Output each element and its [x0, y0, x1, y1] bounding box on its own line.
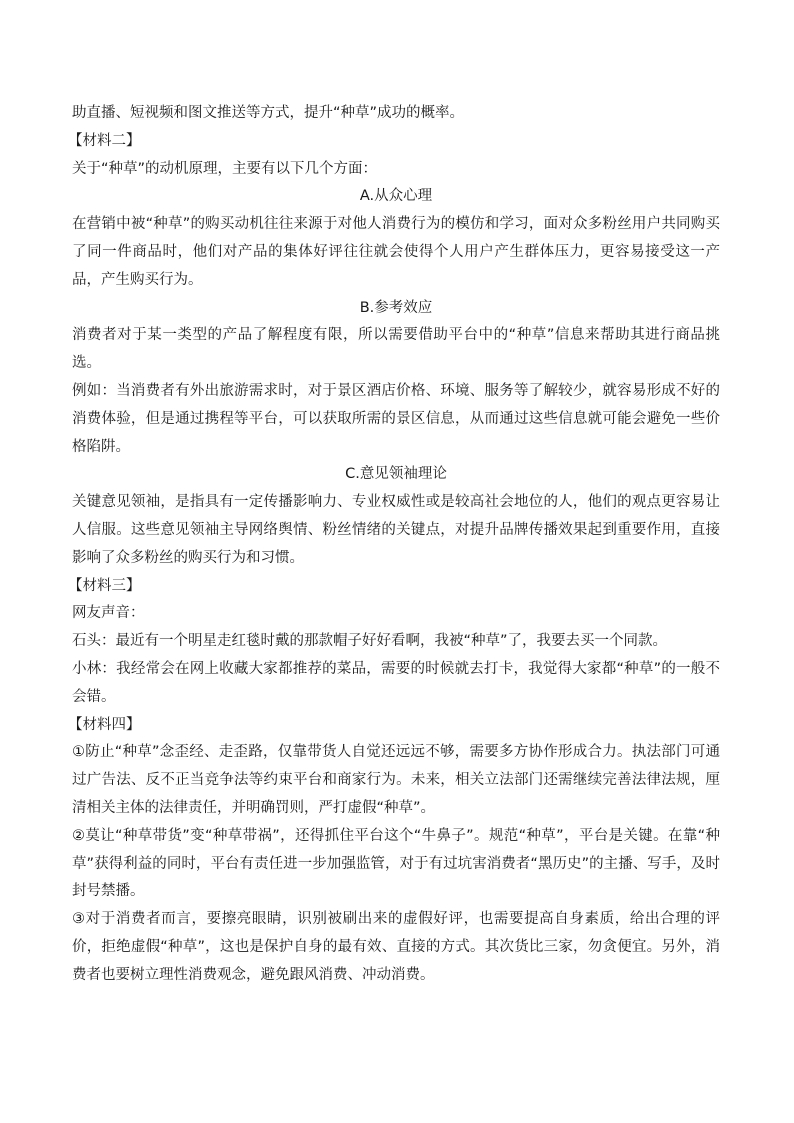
- material-four-paragraph-1: ①防止“种草”念歪经、走歪路，仅靠带货人自觉还远远不够，需要多方协作形成合力。执法部门可通过广告法、反不正当竞争法等约束平台和商家行为。未来，相关立法部门还需继续完善法律法规，厘清相关主体的法律责任，并明确罚则，严打虚假“种草”。: [72, 744, 720, 816]
- document-page: [68, 100, 720, 990]
- section-b-title: B.参考效应: [359, 299, 433, 316]
- section-c-title: C.意见领袖理论: [345, 466, 447, 483]
- section-b-paragraph-2: 例如：当消费者有外出旅游需求时，对于景区酒店价格、环境、服务等了解较少，就容易形成不好的消费体验，但是通过携程等平台，可以获取所需的景区信息，从而通过这些信息就可能会避免一些价格陷阱。: [72, 382, 720, 455]
- material-four-paragraph-2: ②莫让“种草带货”变“种草带祸”，还得抓住平台这个“牛鼻子”。规范“种草”，平台是关键。在靠“种草”获得利益的同时，平台有责任进一步加强监管，对于有过坑害消费者“黑历史”的主播、写手，及时封号禁播。: [72, 827, 720, 900]
- section-c-paragraph: 关键意见领袖，是指具有一定传播影响力、专业权威性或是较高社会地位的人，他们的观点更容易让人信服。这些意见领袖主导网络舆情、粉丝情绪的关键点，对提升品牌传播效果起到重要作用，直接影响了众多粉丝的购买行为和习惯。: [72, 494, 720, 566]
- material-four-paragraph-3: ③对于消费者而言，要擦亮眼睛，识别被刷出来的虚假好评，也需要提高自身素质，给出合理的评价，拒绝虚假“种草”，这也是保护自身的最有效、直接的方式。其次货比三家，勿贪便宜。另外，消费者也要树立理性消费观念，避免跟风消费、冲动消费。: [72, 911, 720, 983]
- material-two-intro: 关于“种草”的动机原理，主要有以下几个方面：: [72, 160, 378, 177]
- material-three-heading: 【材料三】: [68, 577, 141, 594]
- netizen-quote-shitou: 石头：最近有一个明星走红毯时戴的那款帽子好好看啊，我被“种草”了，我要去买一个同款。: [72, 633, 668, 650]
- netizen-quote-xiaolin: 小林：我经常会在网上收藏大家都推荐的菜品，需要的时候就去打卡，我觉得大家都“种草”的一般不会错。: [72, 660, 720, 705]
- section-a-title: A.从众心理: [359, 188, 433, 205]
- material-three-intro: 网友声音：: [72, 605, 145, 622]
- intro-tail-paragraph: 助直播、短视频和图文推送等方式，提升“种草”成功的概率。: [72, 105, 465, 121]
- material-four-heading: 【材料四】: [68, 716, 141, 733]
- section-b-paragraph-1: 消费者对于某一类型的产品了解程度有限，所以需要借助平台中的“种草”信息来帮助其进行商品挑选。: [72, 327, 720, 372]
- material-two-heading: 【材料二】: [68, 132, 141, 149]
- section-a-paragraph: 在营销中被“种草”的购买动机往往来源于对他人消费行为的模仿和学习，面对众多粉丝用户共同购买了同一件商品时，他们对产品的集体好评往往就会使得个人用户产生群体压力，更容易接受这一产品，产生购买行为。: [72, 216, 720, 288]
